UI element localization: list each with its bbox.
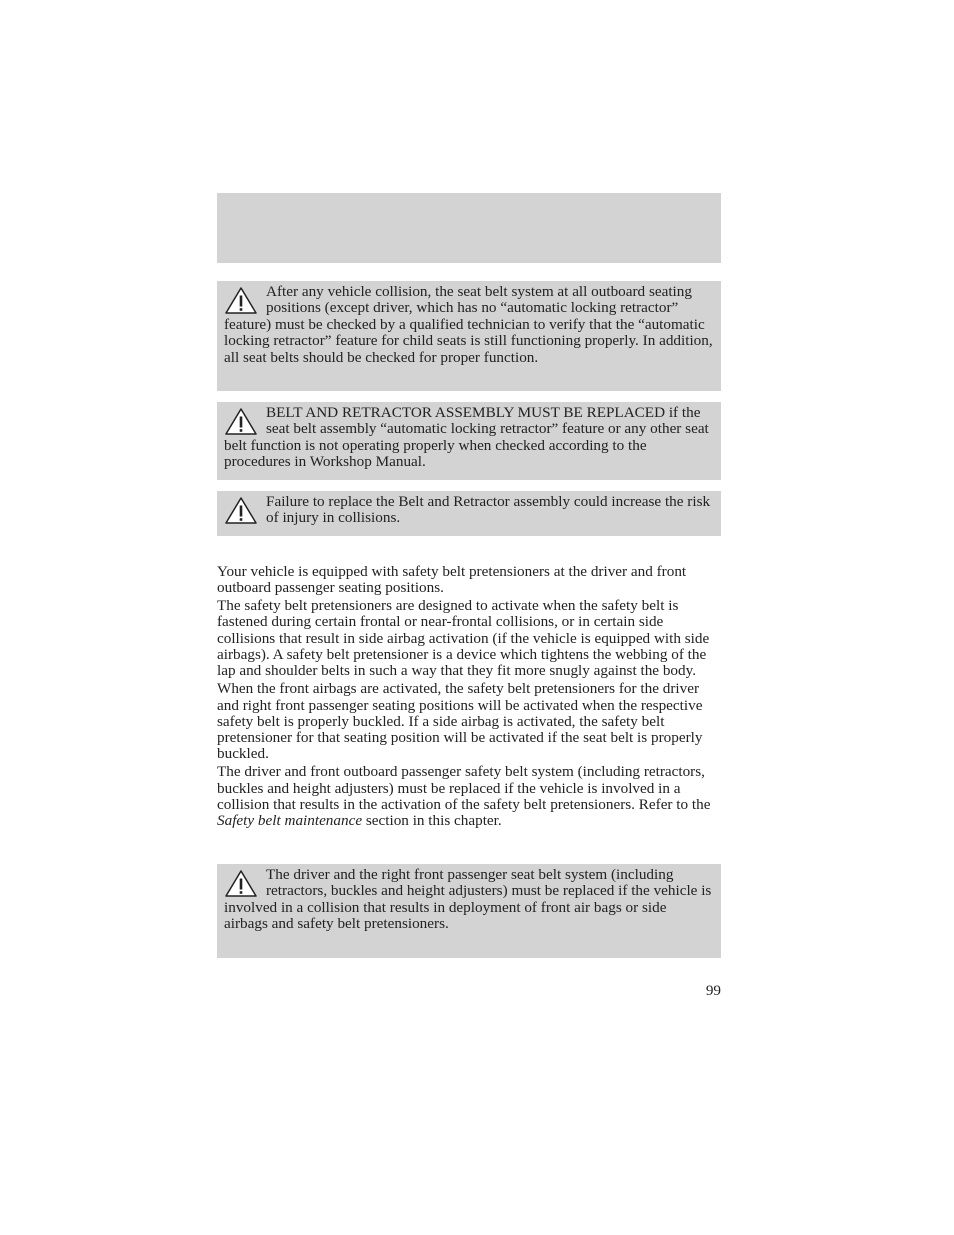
page-number: 99: [705, 982, 721, 999]
warning-box: [217, 491, 721, 536]
warning-triangle-icon: [224, 407, 258, 437]
body-text: [217, 564, 721, 831]
section-reference: Safety belt maintenance: [217, 812, 363, 830]
warning-text: BELT AND RETRACTOR ASSEMBLY MUST BE REPLACED if the seat belt assembly “automatic locking retractor” feature or any other seat belt function is not operating properly when checked according to the procedures in Workshop Manual.: [224, 404, 709, 471]
warning-triangle-icon: [224, 286, 258, 316]
paragraph: [217, 764, 721, 829]
warning-box: [217, 281, 721, 391]
paragraph: Your vehicle is equipped with safety belt pretensioners at the driver and front outboard passenger seating positions.: [217, 563, 687, 597]
paragraph-text: section in this chapter.: [362, 812, 502, 830]
warning-triangle-icon: [224, 496, 258, 526]
warning-box: [217, 402, 721, 480]
warning-box: [217, 864, 721, 958]
warning-text: After any vehicle collision, the seat belt system at all outboard seating positions (except driver, which has no “automatic locking retractor” feature) must be checked by a qualified technician to verify that the “automatic locking retractor” feature for child seats is still functioning properly. In addition, all seat belts should be checked for proper function.: [224, 283, 713, 366]
section-header-band: [217, 193, 721, 263]
paragraph-text: The driver and front outboard passenger safety belt system (including retractors, buckles and height adjusters) must be replaced if the vehicle is involved in a collision that results in the activation of the safety belt pretensioners. Refer to the: [217, 763, 711, 813]
warning-triangle-icon: [224, 869, 258, 899]
warning-text: Failure to replace the Belt and Retractor assembly could increase the risk of injury in collisions.: [266, 493, 711, 527]
warning-text: The driver and the right front passenger seat belt system (including retractors, buckles and height adjusters) must be replaced if the vehicle is involved in a collision that results in deployment of front air bags or side airbags and safety belt pretensioners.: [224, 866, 712, 933]
paragraph: The safety belt pretensioners are designed to activate when the safety belt is fastened during certain frontal or near-frontal collisions, or in certain side collisions that result in side airbag activation (if the vehicle is equipped with side airbags). A safety belt pretensioner is a device which tightens the webbing of the lap and shoulder belts in such a way that they fit more snugly against the body.: [217, 597, 710, 680]
paragraph: When the front airbags are activated, the safety belt pretensioners for the driver and right front passenger seating positions will be activated when the respective safety belt is properly buckled. If a side airbag is activated, the safety belt pretensioner for that seating position will be activated if the seat belt is properly buckled.: [217, 680, 703, 763]
